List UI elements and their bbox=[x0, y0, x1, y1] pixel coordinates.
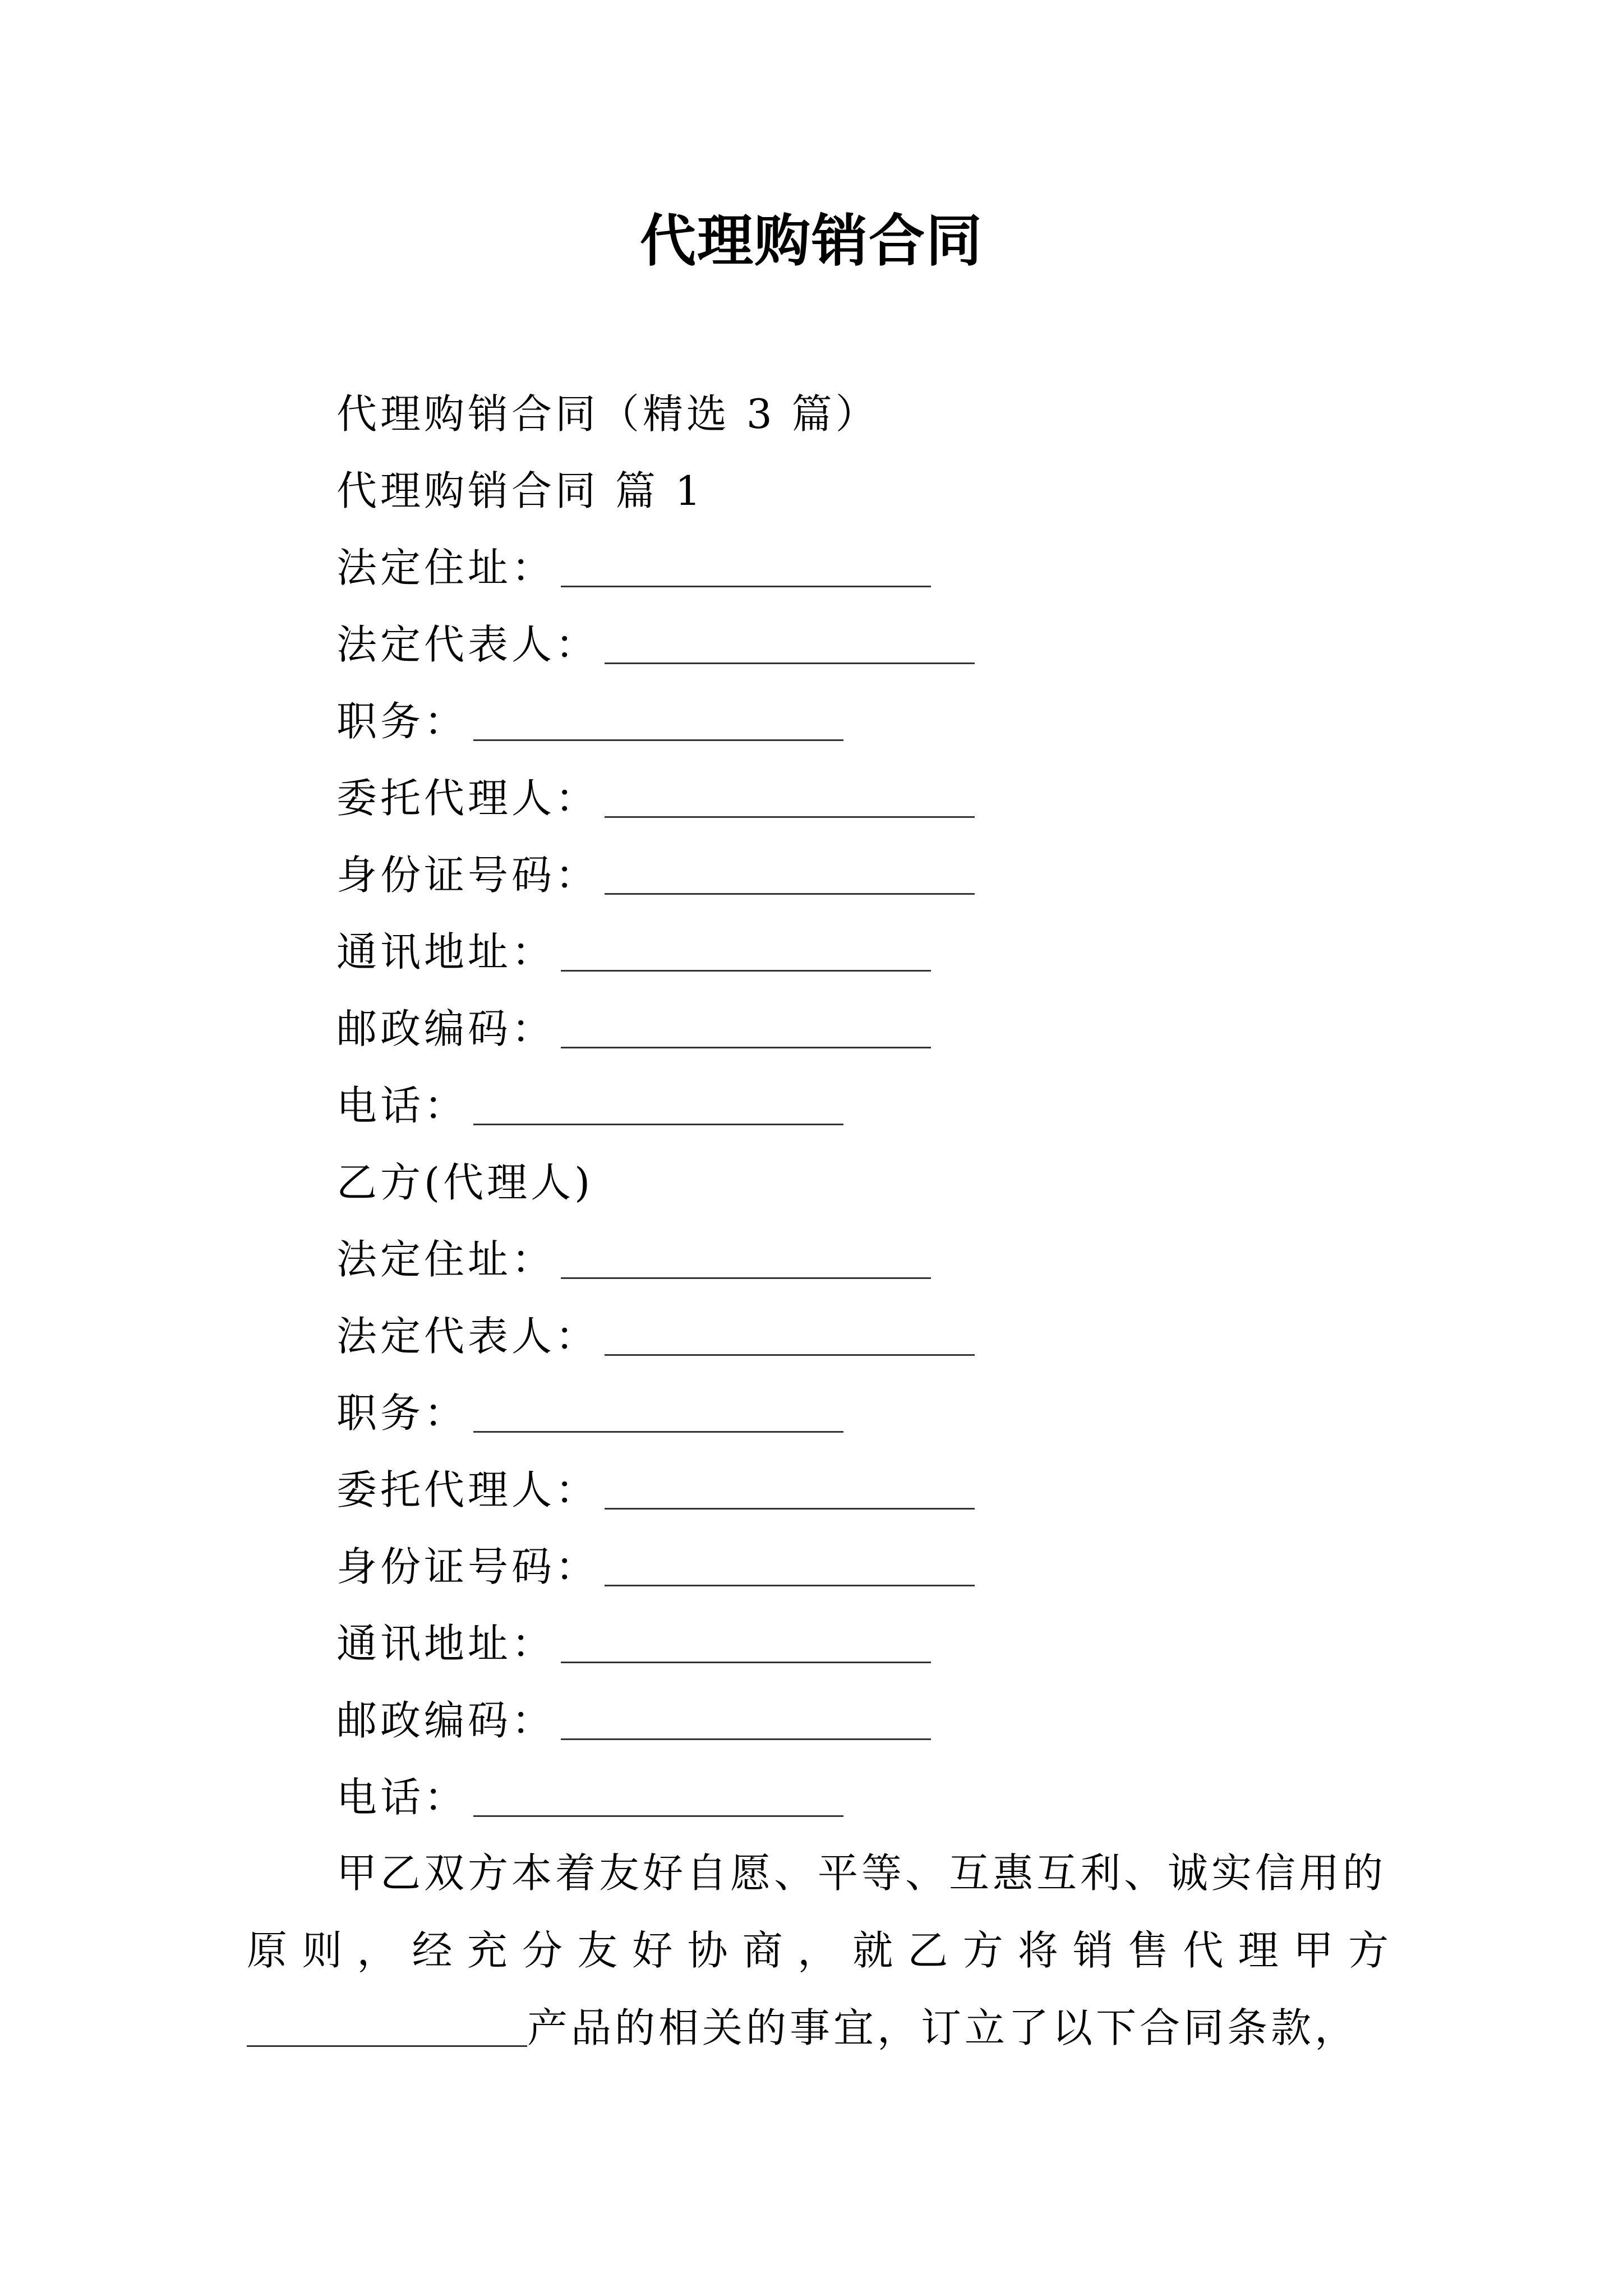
party-a-mail-address-blank[interactable] bbox=[561, 914, 931, 972]
section-heading: 代理购销合同 篇 1 bbox=[336, 467, 704, 514]
party-b-agent-label: 委托代理人： bbox=[336, 1466, 600, 1513]
party-b-agent-row bbox=[336, 1452, 1402, 1529]
body-line-3-row bbox=[247, 1989, 1391, 2067]
party-b-id-label: 身份证号码： bbox=[336, 1543, 600, 1590]
body-line-1: 甲乙双方本着友好自愿、平等、互惠互利、诚实信用的 bbox=[336, 1849, 1387, 1897]
party-b-mail-address-row bbox=[336, 1605, 1402, 1682]
party-a-position-label: 职务： bbox=[336, 698, 468, 745]
party-a-position-blank[interactable] bbox=[473, 683, 843, 741]
party-b-legal-rep-blank[interactable] bbox=[605, 1298, 975, 1356]
party-a-mail-address-row bbox=[336, 914, 1402, 991]
party-b-address-row bbox=[336, 1221, 1402, 1298]
party-a-postcode-row bbox=[336, 991, 1402, 1068]
party-a-position-row bbox=[336, 683, 1402, 760]
party-a-phone-blank[interactable] bbox=[473, 1068, 843, 1125]
party-b-phone-row bbox=[336, 1759, 1402, 1836]
party-b-legal-rep-row bbox=[336, 1298, 1402, 1375]
body-line-2: 原则，经充分友好协商，就乙方将销售代理甲方 bbox=[247, 1927, 1391, 1974]
document-title: 代理购销合同 bbox=[640, 208, 983, 274]
party-a-legal-rep-blank[interactable] bbox=[605, 606, 975, 664]
party-a-address-blank[interactable] bbox=[561, 530, 931, 587]
party-a-mail-address-label: 通讯地址： bbox=[336, 928, 556, 976]
document-subtitle: 代理购销合同（精选 3 篇） bbox=[336, 390, 879, 438]
party-b-mail-address-label: 通讯地址： bbox=[336, 1620, 556, 1667]
party-b-id-row bbox=[336, 1529, 1402, 1605]
party-a-agent-row bbox=[336, 760, 1402, 837]
party-b-postcode-row bbox=[336, 1682, 1402, 1759]
party-a-address-label: 法定住址： bbox=[336, 544, 556, 591]
party-a-agent-blank[interactable] bbox=[605, 760, 975, 818]
party-b-address-label: 法定住址： bbox=[336, 1236, 556, 1283]
party-b-position-label: 职务： bbox=[336, 1389, 468, 1437]
party-a-legal-rep-label: 法定代表人： bbox=[336, 621, 600, 668]
body-line-3: 产品的相关的事宜，订立了以下合同条款， bbox=[527, 2004, 1359, 2051]
party-a-postcode-blank[interactable] bbox=[561, 991, 931, 1048]
party-a-id-row bbox=[336, 837, 1402, 914]
party-a-phone-label: 电话： bbox=[336, 1082, 468, 1129]
party-b-agent-blank[interactable] bbox=[605, 1452, 975, 1510]
body-paragraph bbox=[247, 1834, 1391, 2067]
party-a-id-blank[interactable] bbox=[605, 837, 975, 895]
party-a-address-row bbox=[336, 530, 1402, 606]
party-a-id-label: 身份证号码： bbox=[336, 852, 600, 899]
party-a-phone-row bbox=[336, 1068, 1402, 1144]
party-b-position-blank[interactable] bbox=[473, 1375, 843, 1433]
party-b-phone-blank[interactable] bbox=[473, 1759, 843, 1817]
party-b-mail-address-blank[interactable] bbox=[561, 1605, 931, 1663]
party-b-phone-label: 电话： bbox=[336, 1774, 468, 1821]
party-b-postcode-blank[interactable] bbox=[561, 1682, 931, 1740]
party-a-legal-rep-row bbox=[336, 606, 1402, 683]
party-a-postcode-label: 邮政编码： bbox=[336, 1005, 556, 1052]
contract-header-lines bbox=[336, 376, 1402, 1836]
party-b-heading: 乙方(代理人) bbox=[336, 1159, 594, 1206]
party-b-legal-rep-label: 法定代表人： bbox=[336, 1313, 600, 1360]
product-name-blank[interactable] bbox=[247, 1989, 527, 2047]
party-b-address-blank[interactable] bbox=[561, 1221, 931, 1279]
party-b-id-blank[interactable] bbox=[605, 1529, 975, 1586]
party-b-postcode-label: 邮政编码： bbox=[336, 1697, 556, 1744]
party-b-position-row bbox=[336, 1375, 1402, 1452]
party-a-agent-label: 委托代理人： bbox=[336, 775, 600, 822]
